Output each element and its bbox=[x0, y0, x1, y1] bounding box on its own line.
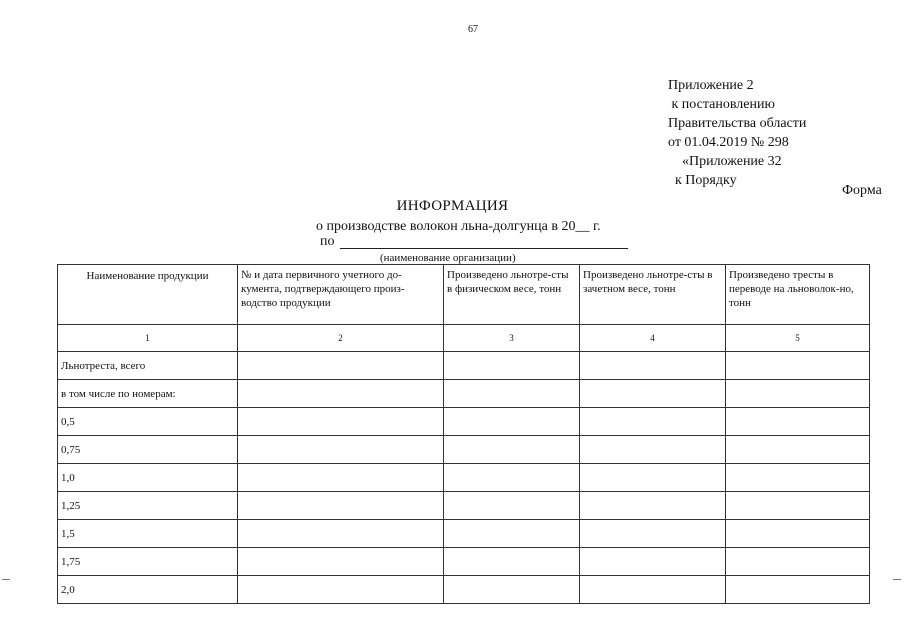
table-row bbox=[58, 436, 870, 464]
page-edge-mark bbox=[2, 579, 10, 580]
document-subtitle: о производстве волокон льна-долгунца в 20__ г. bbox=[316, 219, 601, 234]
column-number: 4 bbox=[580, 325, 726, 352]
data-cell[interactable] bbox=[726, 380, 870, 408]
appendix-line: к постановлению bbox=[668, 97, 775, 112]
data-cell[interactable] bbox=[444, 492, 580, 520]
data-cell[interactable] bbox=[580, 548, 726, 576]
appendix-line: к Порядку bbox=[668, 173, 737, 188]
data-cell[interactable] bbox=[726, 520, 870, 548]
data-cell[interactable] bbox=[444, 520, 580, 548]
header-cell: Произведено тресты в переводе на льноволок-но, тонн bbox=[726, 265, 870, 325]
row-label: Льнотреста, всего bbox=[58, 352, 238, 380]
data-cell[interactable] bbox=[726, 352, 870, 380]
column-number: 3 bbox=[444, 325, 580, 352]
page-edge-mark bbox=[893, 579, 901, 580]
data-cell[interactable] bbox=[444, 464, 580, 492]
table-row bbox=[58, 576, 870, 604]
data-cell[interactable] bbox=[580, 436, 726, 464]
data-cell[interactable] bbox=[580, 492, 726, 520]
data-cell[interactable] bbox=[444, 408, 580, 436]
data-cell[interactable] bbox=[726, 492, 870, 520]
organization-fill-line[interactable] bbox=[340, 248, 628, 249]
data-cell[interactable] bbox=[580, 520, 726, 548]
column-number-row bbox=[58, 325, 870, 352]
data-cell[interactable] bbox=[444, 352, 580, 380]
data-cell[interactable] bbox=[580, 464, 726, 492]
data-cell[interactable] bbox=[238, 576, 444, 604]
table-row bbox=[58, 520, 870, 548]
organization-note: (наименование организации) bbox=[380, 252, 516, 264]
column-number: 1 bbox=[58, 325, 238, 352]
data-cell[interactable] bbox=[726, 464, 870, 492]
table-row bbox=[58, 548, 870, 576]
row-label: 2,0 bbox=[58, 576, 238, 604]
header-cell: Произведено льнотре-сты в физическом весе, тонн bbox=[444, 265, 580, 325]
data-cell[interactable] bbox=[726, 548, 870, 576]
data-cell[interactable] bbox=[444, 380, 580, 408]
page-number: 67 bbox=[468, 24, 478, 35]
data-cell[interactable] bbox=[580, 352, 726, 380]
data-cell[interactable] bbox=[580, 576, 726, 604]
row-label: 0,75 bbox=[58, 436, 238, 464]
data-cell[interactable] bbox=[238, 352, 444, 380]
document-title: ИНФОРМАЦИЯ bbox=[396, 198, 509, 214]
row-label: 0,5 bbox=[58, 408, 238, 436]
data-cell[interactable] bbox=[580, 408, 726, 436]
table-row bbox=[58, 408, 870, 436]
data-cell[interactable] bbox=[238, 548, 444, 576]
table-row bbox=[58, 352, 870, 380]
appendix-line: от 01.04.2019 № 298 bbox=[668, 135, 789, 150]
data-cell[interactable] bbox=[238, 464, 444, 492]
po-label: по bbox=[320, 234, 335, 249]
data-cell[interactable] bbox=[444, 548, 580, 576]
header-cell: Произведено льнотре-сты в зачетном весе, тонн bbox=[580, 265, 726, 325]
row-label: 1,0 bbox=[58, 464, 238, 492]
appendix-line: «Приложение 32 bbox=[668, 154, 782, 169]
data-cell[interactable] bbox=[238, 436, 444, 464]
appendix-line: Правительства области bbox=[668, 116, 807, 131]
data-cell[interactable] bbox=[238, 380, 444, 408]
row-label: 1,25 bbox=[58, 492, 238, 520]
header-row bbox=[58, 265, 870, 325]
appendix-block bbox=[668, 76, 806, 190]
data-cell[interactable] bbox=[238, 408, 444, 436]
appendix-line: Приложение 2 bbox=[668, 78, 754, 93]
form-label: Форма bbox=[842, 183, 882, 198]
data-cell[interactable] bbox=[726, 576, 870, 604]
row-label: 1,5 bbox=[58, 520, 238, 548]
data-cell[interactable] bbox=[238, 492, 444, 520]
column-number: 5 bbox=[726, 325, 870, 352]
data-cell[interactable] bbox=[444, 436, 580, 464]
data-cell[interactable] bbox=[580, 380, 726, 408]
row-label: 1,75 bbox=[58, 548, 238, 576]
header-cell: № и дата первичного учетного до-кумента, подтверждающего произ-водство продукции bbox=[238, 265, 444, 325]
column-number: 2 bbox=[238, 325, 444, 352]
table-row bbox=[58, 380, 870, 408]
data-cell[interactable] bbox=[726, 408, 870, 436]
table-row bbox=[58, 464, 870, 492]
data-cell[interactable] bbox=[444, 576, 580, 604]
table-row bbox=[58, 492, 870, 520]
row-label: в том числе по номерам: bbox=[58, 380, 238, 408]
header-cell: Наименование продукции bbox=[58, 265, 238, 325]
data-cell[interactable] bbox=[238, 520, 444, 548]
data-cell[interactable] bbox=[726, 436, 870, 464]
production-table bbox=[57, 264, 870, 604]
